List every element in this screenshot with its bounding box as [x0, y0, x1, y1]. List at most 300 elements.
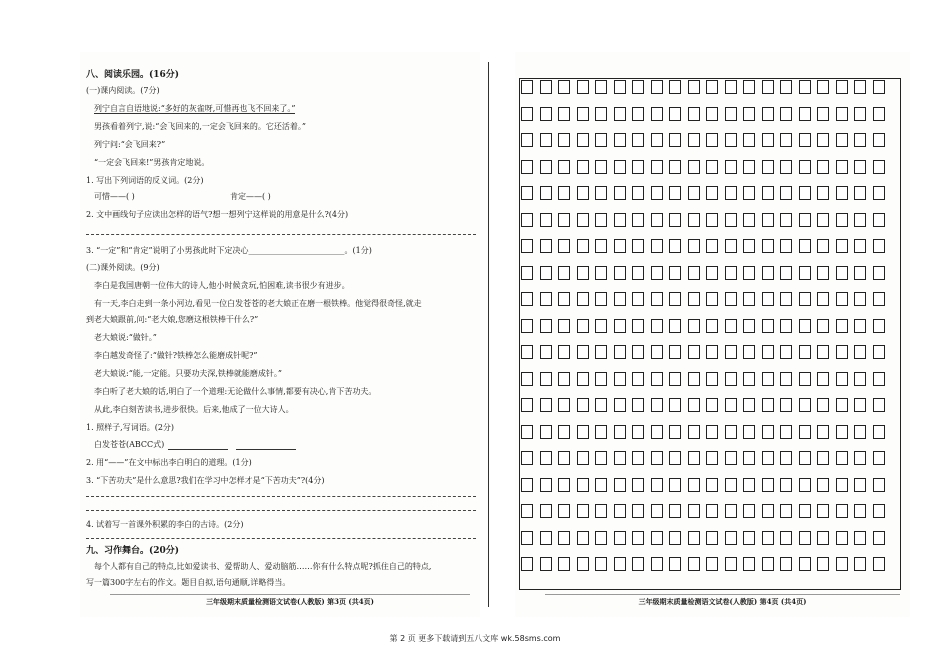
- grid-cell: [854, 319, 866, 333]
- grid-cell: [558, 398, 570, 412]
- grid-cell: [521, 292, 533, 306]
- grid-cell: [799, 186, 811, 200]
- grid-cell: [725, 213, 737, 227]
- grid-cell: [540, 292, 552, 306]
- passage-line: “一定会飞回来!”男孩肯定地说。: [94, 158, 210, 167]
- grid-cell: [614, 292, 626, 306]
- grid-cell: [854, 133, 866, 147]
- grid-cell: [595, 266, 607, 280]
- grid-cell: [688, 451, 700, 465]
- grid-cell: [743, 451, 755, 465]
- grid-cell: [521, 557, 533, 571]
- grid-cell: [873, 107, 885, 121]
- grid-cell: [780, 398, 792, 412]
- grid-cell: [688, 398, 700, 412]
- grid-cell: [725, 107, 737, 121]
- grid-cell: [632, 107, 644, 121]
- grid-cell: [669, 292, 681, 306]
- grid-cell: [540, 266, 552, 280]
- grid-cell: [651, 531, 663, 545]
- grid-cell: [614, 425, 626, 439]
- grid-cell: [540, 531, 552, 545]
- grid-cell: [558, 80, 570, 94]
- grid-cell: [706, 398, 718, 412]
- grid-cell: [521, 266, 533, 280]
- grid-cell: [799, 239, 811, 253]
- grid-cell: [725, 319, 737, 333]
- grid-cell: [558, 160, 570, 174]
- grid-cell: [558, 451, 570, 465]
- grid-cell: [669, 372, 681, 386]
- grid-cell: [651, 398, 663, 412]
- grid-cell: [873, 372, 885, 386]
- grid-cell: [743, 186, 755, 200]
- grid-cell: [558, 186, 570, 200]
- grid-cell: [669, 531, 681, 545]
- grid-cell: [817, 239, 829, 253]
- grid-cell: [762, 80, 774, 94]
- grid-cell: [873, 186, 885, 200]
- grid-cell: [651, 160, 663, 174]
- grid-cell: [817, 133, 829, 147]
- grid-cell: [558, 107, 570, 121]
- grid-cell: [651, 557, 663, 571]
- answer-line: [86, 234, 476, 235]
- grid-cell: [595, 478, 607, 492]
- grid-cell: [688, 478, 700, 492]
- grid-cell: [743, 292, 755, 306]
- grid-cell: [743, 557, 755, 571]
- grid-cell: [577, 425, 589, 439]
- grid-cell: [595, 239, 607, 253]
- grid-cell: [632, 451, 644, 465]
- grid-cell: [743, 107, 755, 121]
- section-9-title: 九、习作舞台。(20分): [86, 546, 180, 556]
- passage-line: 从此,李白刻苦读书,进步很快。后来,他成了一位大诗人。: [94, 405, 294, 414]
- grid-cell: [688, 557, 700, 571]
- grid-cell: [669, 451, 681, 465]
- grid-cell: [743, 531, 755, 545]
- page-divider: [488, 62, 489, 607]
- grid-cell: [521, 80, 533, 94]
- grid-cell: [632, 80, 644, 94]
- grid-cell: [743, 504, 755, 518]
- grid-cell: [799, 160, 811, 174]
- grid-cell: [595, 425, 607, 439]
- grid-cell: [854, 425, 866, 439]
- grid-cell: [873, 478, 885, 492]
- grid-cell: [836, 345, 848, 359]
- grid-cell: [706, 372, 718, 386]
- grid-cell: [854, 345, 866, 359]
- example-word-text: 白发苍苍(ABCC式): [94, 440, 165, 449]
- grid-cell: [558, 213, 570, 227]
- grid-cell: [780, 213, 792, 227]
- page-footer: 三年级期末质量检测语文试卷(人教版) 第3页 (共4页): [110, 594, 470, 607]
- grid-cell: [743, 239, 755, 253]
- grid-cell: [614, 160, 626, 174]
- grid-cell: [817, 345, 829, 359]
- grid-cell: [854, 478, 866, 492]
- grid-cell: [743, 266, 755, 280]
- grid-cell: [762, 160, 774, 174]
- grid-cell: [595, 319, 607, 333]
- grid-cell: [540, 372, 552, 386]
- grid-cell: [614, 504, 626, 518]
- grid-cell: [614, 398, 626, 412]
- grid-cell: [521, 213, 533, 227]
- grid-cell: [762, 372, 774, 386]
- grid-cell: [706, 478, 718, 492]
- grid-cell: [651, 133, 663, 147]
- underlined-sentence: 列宁自言自语地说:“多好的灰雀呀,可惜再也飞不回来了。”: [94, 104, 296, 113]
- grid-cell: [725, 266, 737, 280]
- grid-cell: [706, 239, 718, 253]
- grid-cell: [651, 213, 663, 227]
- grid-cell: [799, 133, 811, 147]
- grid-cell: [854, 80, 866, 94]
- grid-cell: [873, 239, 885, 253]
- grid-cell: [540, 398, 552, 412]
- grid-cell: [836, 266, 848, 280]
- grid-cell: [614, 531, 626, 545]
- grid-cell: [817, 160, 829, 174]
- grid-cell: [632, 531, 644, 545]
- answer-line: [86, 496, 476, 497]
- grid-cell: [873, 133, 885, 147]
- grid-cell: [762, 478, 774, 492]
- grid-cell: [614, 213, 626, 227]
- grid-cell: [762, 504, 774, 518]
- grid-cell: [873, 80, 885, 94]
- grid-cell: [632, 292, 644, 306]
- grid-cell: [854, 213, 866, 227]
- grid-cell: [614, 372, 626, 386]
- grid-cell: [873, 345, 885, 359]
- grid-cell: [836, 504, 848, 518]
- grid-cell: [614, 319, 626, 333]
- grid-cell: [651, 478, 663, 492]
- grid-cell: [762, 398, 774, 412]
- sub-question-4: 4. 试着写一首课外积累的李白的古诗。(2分): [86, 520, 244, 529]
- grid-cell: [817, 504, 829, 518]
- grid-cell: [577, 266, 589, 280]
- grid-cell: [762, 292, 774, 306]
- grid-cell: [595, 292, 607, 306]
- grid-cell: [540, 213, 552, 227]
- grid-cell: [725, 80, 737, 94]
- grid-cell: [669, 107, 681, 121]
- grid-cell: [780, 239, 792, 253]
- grid-cell: [558, 557, 570, 571]
- sub-question-3: 3. “下苦功夫”是什么意思?我们在学习中怎样才是“下苦功夫”?(4分): [86, 476, 325, 485]
- grid-cell: [780, 504, 792, 518]
- passage-line: 李白越发奇怪了:“做针?铁棒怎么能磨成针呢?”: [94, 351, 258, 360]
- grid-cell: [725, 425, 737, 439]
- grid-cell: [521, 451, 533, 465]
- grid-cell: [854, 372, 866, 386]
- grid-cell: [577, 345, 589, 359]
- grid-cell: [577, 531, 589, 545]
- grid-cell: [799, 425, 811, 439]
- grid-cell: [780, 266, 792, 280]
- grid-cell: [873, 504, 885, 518]
- grid-cell: [799, 504, 811, 518]
- grid-cell: [669, 345, 681, 359]
- grid-cell: [854, 557, 866, 571]
- grid-cell: [817, 531, 829, 545]
- grid-cell: [614, 80, 626, 94]
- grid-cell: [799, 292, 811, 306]
- grid-cell: [873, 160, 885, 174]
- grid-cell: [817, 372, 829, 386]
- grid-cell: [706, 531, 718, 545]
- grid-cell: [688, 504, 700, 518]
- grid-cell: [836, 292, 848, 306]
- grid-cell: [521, 160, 533, 174]
- grid-cell: [540, 186, 552, 200]
- grid-cell: [762, 531, 774, 545]
- grid-cell: [669, 239, 681, 253]
- grid-cell: [762, 107, 774, 121]
- grid-cell: [558, 531, 570, 545]
- grid-cell: [854, 239, 866, 253]
- grid-cell: [669, 266, 681, 280]
- grid-cell: [558, 345, 570, 359]
- grid-cell: [873, 451, 885, 465]
- grid-cell: [836, 372, 848, 386]
- grid-cell: [614, 107, 626, 121]
- grid-cell: [651, 80, 663, 94]
- grid-cell: [632, 266, 644, 280]
- grid-cell: [743, 133, 755, 147]
- grid-cell: [669, 557, 681, 571]
- grid-cell: [595, 160, 607, 174]
- grid-cell: [632, 557, 644, 571]
- grid-cell: [725, 372, 737, 386]
- grid-cell: [632, 239, 644, 253]
- grid-cell: [836, 531, 848, 545]
- grid-cell: [873, 213, 885, 227]
- grid-cell: [669, 319, 681, 333]
- grid-cell: [632, 425, 644, 439]
- grid-cell: [540, 478, 552, 492]
- grid-cell: [558, 372, 570, 386]
- grid-cell: [873, 531, 885, 545]
- grid-cell: [577, 107, 589, 121]
- grid-cell: [762, 319, 774, 333]
- grid-cell: [651, 186, 663, 200]
- grid-cell: [762, 213, 774, 227]
- grid-cell: [706, 319, 718, 333]
- grid-cell: [817, 425, 829, 439]
- grid-cell: [540, 80, 552, 94]
- grid-cell: [688, 160, 700, 174]
- passage-line: 列宁问:“会飞回来?”: [94, 140, 166, 149]
- grid-cell: [725, 531, 737, 545]
- antonym-2: 肯定——( ): [230, 192, 271, 201]
- grid-cell: [706, 133, 718, 147]
- grid-cell: [762, 345, 774, 359]
- grid-cell: [614, 186, 626, 200]
- grid-cell: [595, 213, 607, 227]
- grid-cell: [577, 451, 589, 465]
- grid-cell: [577, 160, 589, 174]
- grid-cell: [540, 319, 552, 333]
- passage-line: 到老大娘跟前,问:“老大娘,您磨这根铁棒干什么?”: [86, 315, 259, 324]
- grid-cell: [669, 213, 681, 227]
- grid-cell: [540, 160, 552, 174]
- grid-cell: [780, 372, 792, 386]
- grid-cell: [540, 557, 552, 571]
- grid-cell: [688, 133, 700, 147]
- grid-cell: [577, 478, 589, 492]
- grid-cell: [651, 425, 663, 439]
- grid-cell: [669, 398, 681, 412]
- grid-cell: [632, 345, 644, 359]
- grid-cell: [688, 425, 700, 439]
- grid-cell: [688, 292, 700, 306]
- grid-cell: [706, 213, 718, 227]
- grid-cell: [836, 557, 848, 571]
- grid-cell: [558, 319, 570, 333]
- grid-cell: [706, 160, 718, 174]
- grid-cell: [743, 372, 755, 386]
- grid-cell: [799, 478, 811, 492]
- section-8-title: 八、阅读乐园。(16分): [86, 70, 180, 80]
- grid-cell: [762, 425, 774, 439]
- grid-cell: [817, 107, 829, 121]
- grid-cell: [669, 160, 681, 174]
- grid-cell: [817, 319, 829, 333]
- grid-cell: [632, 213, 644, 227]
- grid-cell: [762, 186, 774, 200]
- question-3: 3. “一定”和“肯定”说明了小男孩此时下定决心________________________。(1分): [86, 246, 372, 255]
- grid-cell: [854, 266, 866, 280]
- grid-cell: [743, 319, 755, 333]
- grid-cell: [854, 292, 866, 306]
- grid-cell: [632, 398, 644, 412]
- grid-cell: [817, 186, 829, 200]
- grid-cell: [632, 478, 644, 492]
- grid-cell: [873, 557, 885, 571]
- grid-cell: [614, 266, 626, 280]
- grid-cell: [799, 319, 811, 333]
- grid-cell: [836, 213, 848, 227]
- grid-cell: [540, 107, 552, 121]
- grid-cell: [854, 451, 866, 465]
- grid-cell: [706, 504, 718, 518]
- grid-cell: [780, 80, 792, 94]
- grid-cell: [614, 133, 626, 147]
- grid-cell: [651, 292, 663, 306]
- grid-cell: [780, 107, 792, 121]
- grid-cell: [873, 292, 885, 306]
- grid-cell: [558, 239, 570, 253]
- blank-2: [236, 441, 296, 450]
- grid-cell: [799, 398, 811, 412]
- sub-question-2: 2. 用“——”在文中标出李白明白的道理。(1分): [86, 458, 252, 467]
- grid-cell: [780, 451, 792, 465]
- grid-cell: [780, 478, 792, 492]
- grid-cell: [651, 239, 663, 253]
- grid-cell: [669, 80, 681, 94]
- grid-cell: [854, 107, 866, 121]
- grid-cell: [577, 504, 589, 518]
- grid-cell: [743, 345, 755, 359]
- grid-cell: [743, 80, 755, 94]
- grid-cell: [706, 186, 718, 200]
- page-footer: 三年级期末质量检测语文试卷(人教版) 第4页 (共4页): [545, 594, 900, 607]
- grid-cell: [558, 266, 570, 280]
- question-1: 1. 写出下列词语的反义词。(2分): [86, 176, 204, 185]
- grid-cell: [799, 531, 811, 545]
- grid-cell: [836, 319, 848, 333]
- prompt-line: 每个人都有自己的特点,比如爱读书、爱帮助人、爱动脑筋……你有什么特点呢?抓住自己的特点,: [94, 562, 432, 571]
- grid-cell: [521, 531, 533, 545]
- grid-cell: [817, 478, 829, 492]
- grid-cell: [632, 133, 644, 147]
- part-1-title: (一)课内阅读。(7分): [86, 86, 160, 95]
- grid-cell: [836, 107, 848, 121]
- grid-cell: [854, 186, 866, 200]
- grid-cell: [854, 160, 866, 174]
- grid-cell: [836, 160, 848, 174]
- grid-cell: [817, 451, 829, 465]
- grid-cell: [706, 266, 718, 280]
- grid-cell: [725, 186, 737, 200]
- grid-cell: [836, 478, 848, 492]
- grid-cell: [762, 266, 774, 280]
- grid-cell: [836, 398, 848, 412]
- grid-cell: [577, 292, 589, 306]
- grid-cell: [780, 292, 792, 306]
- grid-cell: [873, 398, 885, 412]
- grid-cell: [540, 451, 552, 465]
- grid-cell: [688, 531, 700, 545]
- grid-cell: [706, 80, 718, 94]
- grid-cell: [521, 478, 533, 492]
- answer-line: [86, 510, 476, 511]
- grid-cell: [540, 133, 552, 147]
- grid-cell: [669, 133, 681, 147]
- grid-cell: [521, 239, 533, 253]
- grid-cell: [521, 372, 533, 386]
- grid-cell: [521, 319, 533, 333]
- grid-cell: [521, 133, 533, 147]
- grid-cell: [595, 133, 607, 147]
- grid-cell: [614, 451, 626, 465]
- grid-cell: [577, 557, 589, 571]
- grid-cell: [762, 239, 774, 253]
- grid-cell: [632, 186, 644, 200]
- grid-cell: [632, 372, 644, 386]
- grid-cell: [854, 531, 866, 545]
- grid-cell: [651, 504, 663, 518]
- grid-cell: [725, 160, 737, 174]
- grid-cell: [706, 345, 718, 359]
- passage-line: 有一天,李白走到一条小河边,看见一位白发苍苍的老大娘正在磨一根铁棒。他觉得很奇怪,就走: [94, 299, 422, 308]
- part-2-title: (二)课外阅读。(9分): [86, 263, 160, 272]
- grid-cell: [688, 319, 700, 333]
- grid-cell: [780, 133, 792, 147]
- grid-cell: [595, 531, 607, 545]
- grid-cell: [762, 133, 774, 147]
- grid-cell: [614, 557, 626, 571]
- grid-cell: [632, 160, 644, 174]
- grid-cell: [558, 478, 570, 492]
- exam-page-3: [80, 52, 480, 617]
